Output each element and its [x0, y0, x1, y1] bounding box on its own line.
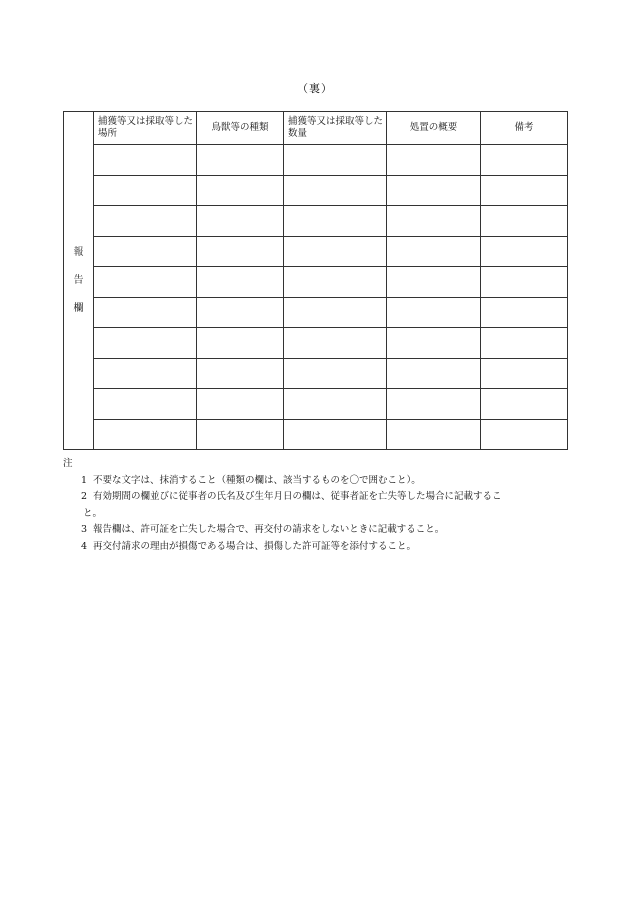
table-cell[interactable]	[387, 389, 481, 420]
note-text-continuation: と。	[83, 507, 103, 519]
table-cell[interactable]	[481, 236, 568, 267]
note-text: 不要な文字は、抹消すること（種類の欄は、該当するものを〇で囲むこと）。	[93, 474, 421, 486]
table-cell[interactable]	[284, 236, 387, 267]
table-cell[interactable]	[284, 206, 387, 237]
table-cell[interactable]	[387, 145, 481, 176]
report-table	[63, 111, 568, 450]
table-cell[interactable]	[94, 328, 197, 359]
notes-section	[63, 456, 563, 555]
table-cell[interactable]	[94, 419, 197, 450]
table-cell[interactable]	[284, 358, 387, 389]
table-cell[interactable]	[284, 328, 387, 359]
table-cell[interactable]	[387, 328, 481, 359]
table-cell[interactable]	[94, 175, 197, 206]
note-number: 2	[80, 491, 87, 502]
table-cell[interactable]	[481, 206, 568, 237]
table-row	[64, 145, 568, 176]
table-row	[64, 175, 568, 206]
table-cell[interactable]	[481, 419, 568, 450]
note-item	[63, 489, 563, 506]
side-label-char: 告	[73, 274, 84, 286]
table-cell[interactable]	[197, 206, 284, 237]
side-label-char: 欄	[73, 302, 84, 314]
table-row	[64, 297, 568, 328]
table-cell[interactable]	[481, 267, 568, 298]
column-header-remarks: 備考	[481, 112, 568, 145]
table-row	[64, 419, 568, 450]
table-cell[interactable]	[284, 389, 387, 420]
side-label-char: 報	[73, 246, 84, 258]
report-section-label	[64, 112, 94, 450]
table-cell[interactable]	[94, 236, 197, 267]
note-number: 1	[80, 474, 87, 486]
note-number: 3	[80, 524, 87, 535]
table-cell[interactable]	[481, 389, 568, 420]
table-cell[interactable]	[94, 358, 197, 389]
table-cell[interactable]	[197, 358, 284, 389]
note-text: 報告欄は、許可証を亡失した場合で、再交付の請求をしないときに記載すること。	[93, 524, 445, 535]
table-cell[interactable]	[481, 145, 568, 176]
table-cell[interactable]	[197, 267, 284, 298]
table-cell[interactable]	[387, 175, 481, 206]
table-row	[64, 206, 568, 237]
note-item	[63, 473, 563, 490]
table-cell[interactable]	[94, 297, 197, 328]
table-cell[interactable]	[197, 297, 284, 328]
column-header-location: 捕獲等又は採取等した場所	[94, 112, 197, 145]
table-cell[interactable]	[94, 145, 197, 176]
table-cell[interactable]	[481, 328, 568, 359]
table-row	[64, 267, 568, 298]
table-cell[interactable]	[197, 175, 284, 206]
note-item	[63, 539, 563, 556]
table-row	[64, 236, 568, 267]
notes-title: 注	[63, 458, 73, 469]
table-cell[interactable]	[94, 267, 197, 298]
table-cell[interactable]	[387, 267, 481, 298]
note-text: 有効期間の欄並びに従事者の氏名及び生年月日の欄は、従事者証を亡失等した場合に記載するこ	[93, 491, 502, 502]
table-cell[interactable]	[387, 358, 481, 389]
table-cell[interactable]	[94, 206, 197, 237]
column-header-disposition: 処置の概要	[387, 112, 481, 145]
note-item	[63, 522, 563, 539]
note-number: 4	[80, 540, 87, 552]
table-cell[interactable]	[387, 236, 481, 267]
table-cell[interactable]	[387, 206, 481, 237]
table-cell[interactable]	[481, 358, 568, 389]
table-row	[64, 328, 568, 359]
page-heading: （裏）	[297, 82, 333, 95]
table-row	[64, 358, 568, 389]
note-text: 再交付請求の理由が損傷である場合は、損傷した許可証等を添付すること。	[93, 540, 417, 552]
table-cell[interactable]	[284, 297, 387, 328]
table-cell[interactable]	[481, 175, 568, 206]
table-cell[interactable]	[197, 389, 284, 420]
table-cell[interactable]	[481, 297, 568, 328]
table-cell[interactable]	[284, 145, 387, 176]
table-row	[64, 389, 568, 420]
table-cell[interactable]	[387, 419, 481, 450]
table-cell[interactable]	[387, 297, 481, 328]
table-cell[interactable]	[197, 328, 284, 359]
table-cell[interactable]	[94, 389, 197, 420]
table-header-row	[64, 112, 568, 145]
table-cell[interactable]	[197, 236, 284, 267]
table-cell[interactable]	[284, 419, 387, 450]
table-cell[interactable]	[284, 267, 387, 298]
column-header-quantity: 捕獲等又は採取等した数量	[284, 112, 387, 145]
table-cell[interactable]	[197, 145, 284, 176]
table-cell[interactable]	[284, 175, 387, 206]
table-cell[interactable]	[197, 419, 284, 450]
column-header-species: 鳥獣等の種類	[197, 112, 284, 145]
